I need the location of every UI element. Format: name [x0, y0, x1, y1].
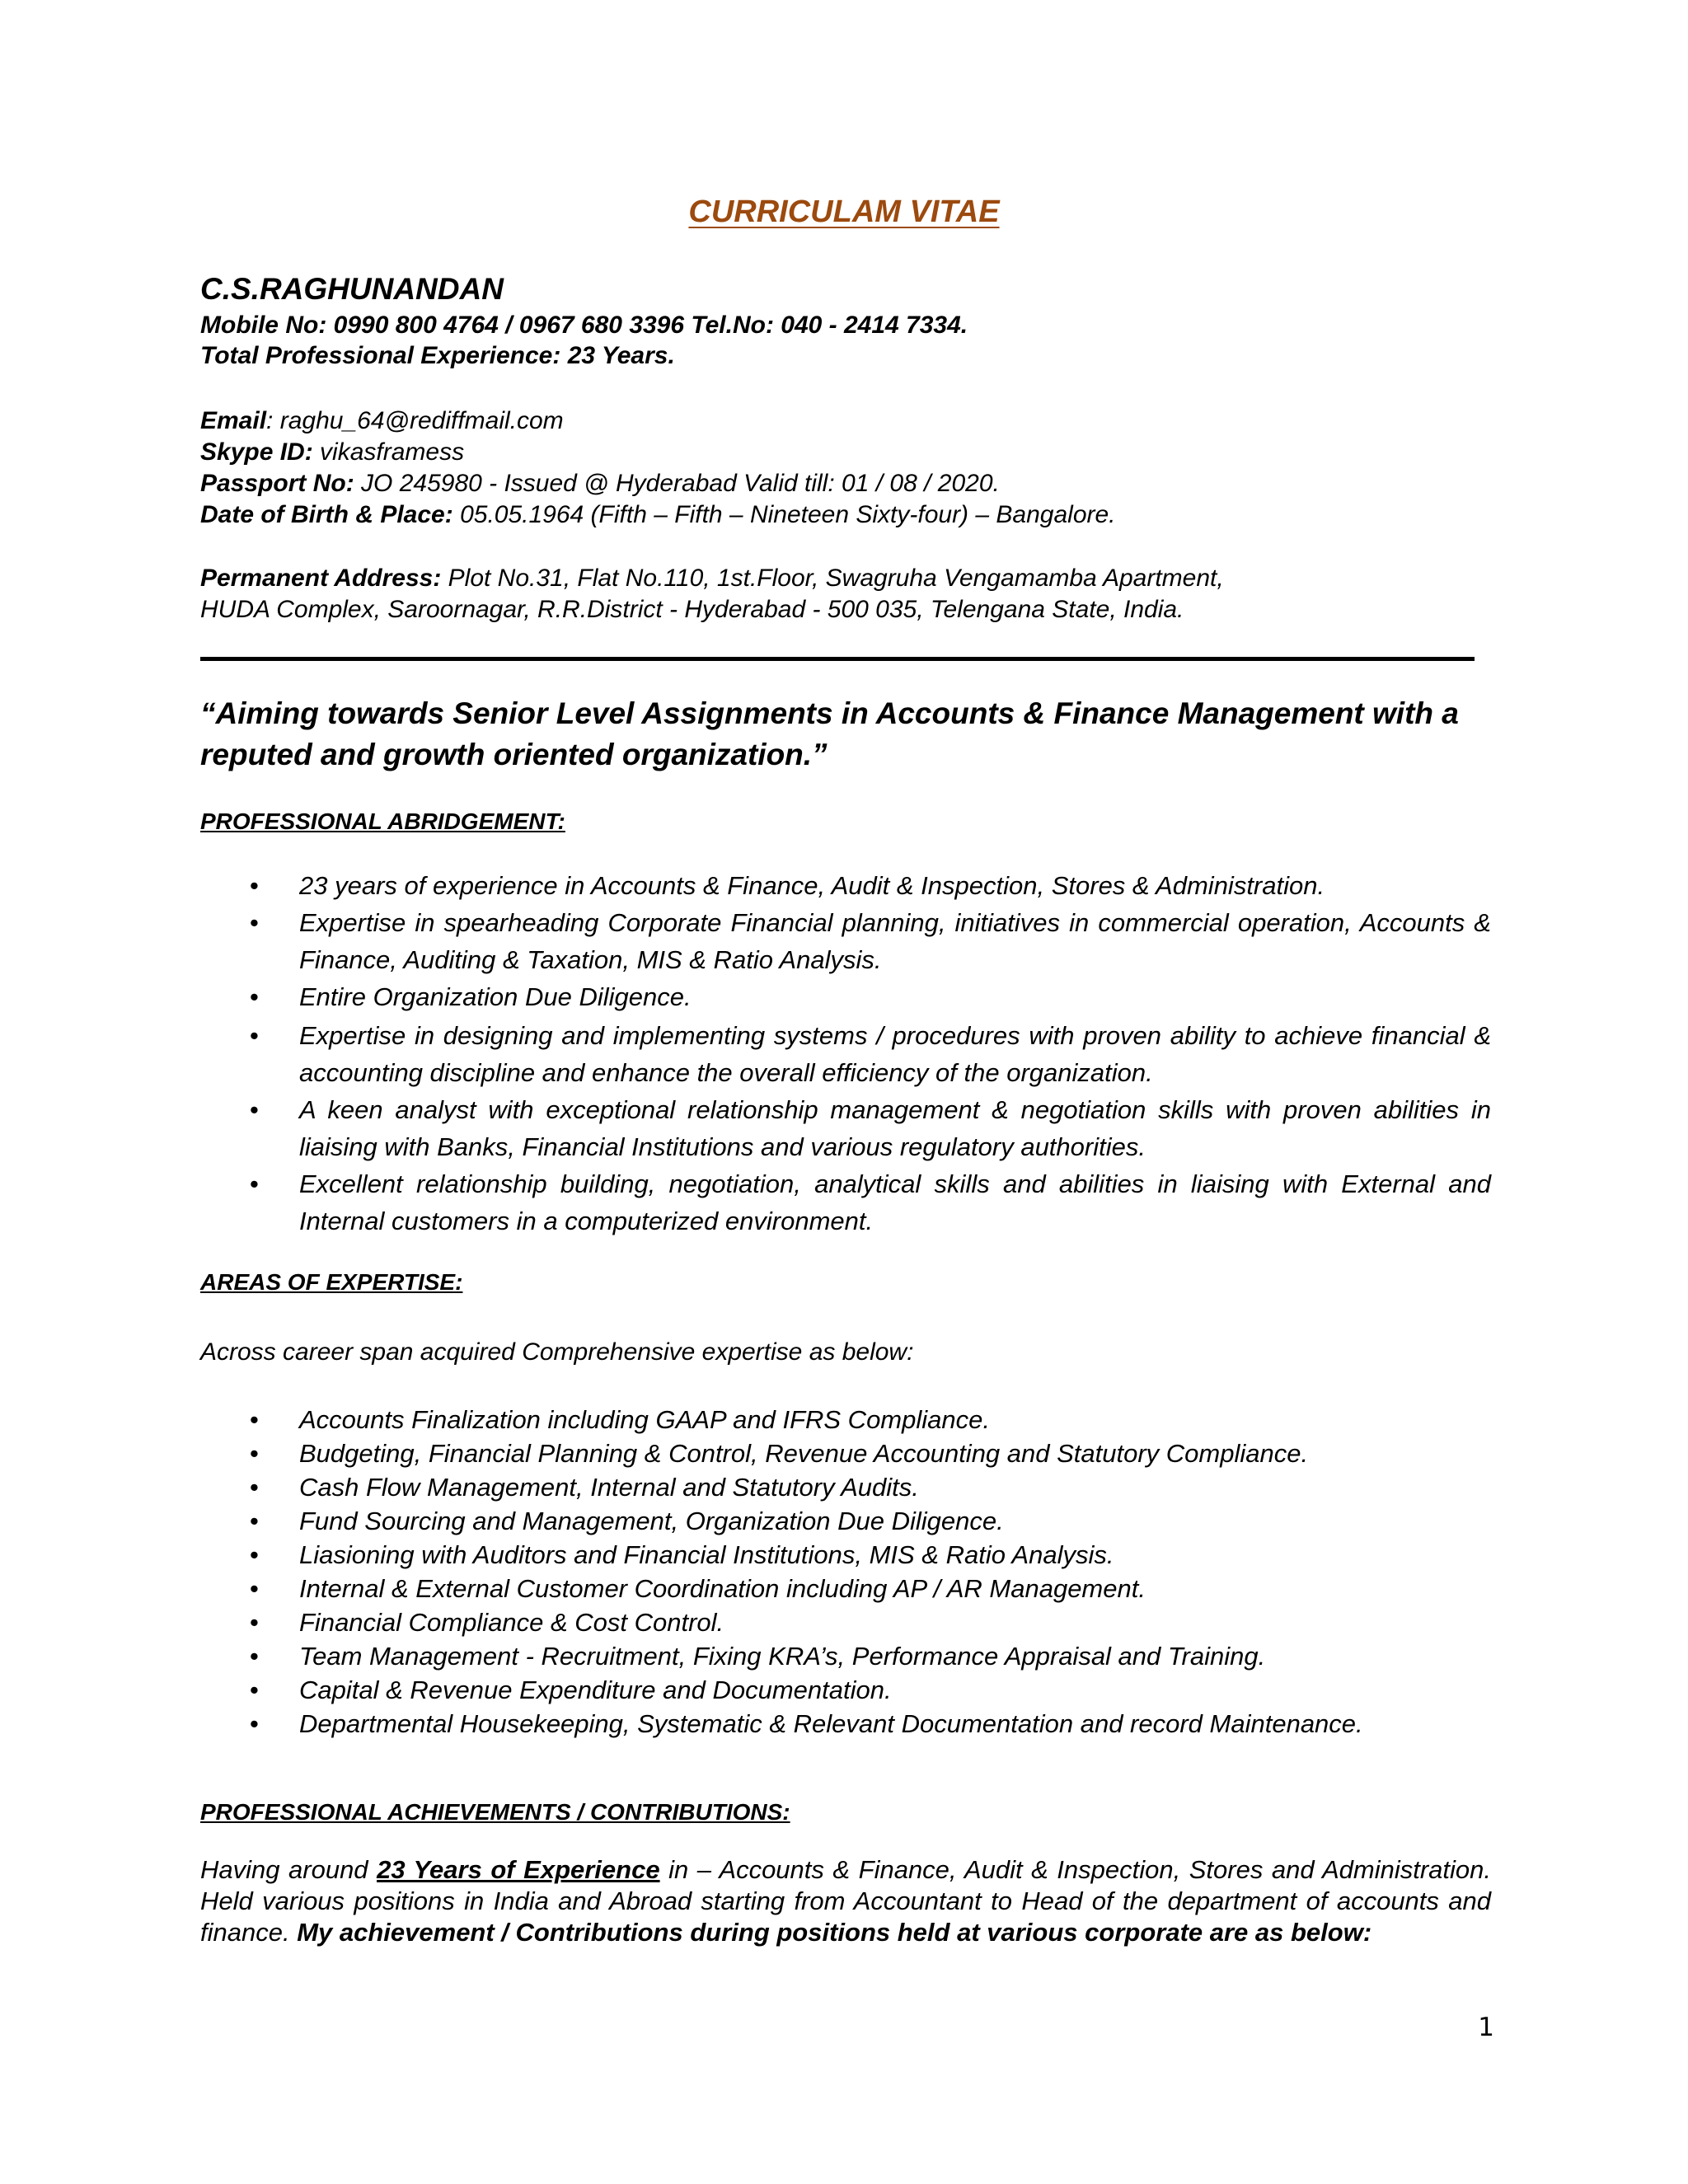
bullet-icon: • [250, 1439, 259, 1468]
list-item: • 23 years of experience in Accounts & Finance, Audit & Inspection, Stores & Administration. [200, 867, 1491, 904]
achievements-heading: PROFESSIONAL ACHIEVEMENTS / CONTRIBUTIONS: [200, 1799, 790, 1825]
mobile-value: 0990 800 4764 / 0967 680 3396 Tel.No: 040 - 2414 7334. [326, 312, 968, 339]
list-item: • Financial Compliance & Cost Control. [200, 1605, 1491, 1639]
email-line [200, 407, 564, 435]
bullet-icon: • [250, 1574, 259, 1603]
experience-line: Total Professional Experience: 23 Years. [200, 342, 675, 369]
achievements-paragraph: Having around 23 Years of Experience in – Accounts & Finance, Audit & Inspection, Stores and Administration. Held various positions in India and Abroad starting from Accountant to Head of the department of accounts and finance. My achievement / Contributions during positions held at various corporate are as below: [200, 1855, 1492, 1947]
list-item: • Capital & Revenue Expenditure and Documentation. [200, 1673, 1491, 1707]
address-line-1 [200, 565, 1224, 593]
list-item: • A keen analyst with exceptional relationship management & negotiation skills with proven abilities in liaising with Banks, Financial Institutions and various regulatory authorities. [200, 1091, 1491, 1165]
address-label: Permanent Address: [200, 565, 442, 592]
bullet-icon: • [250, 1473, 259, 1502]
skype-label: Skype ID: [200, 438, 313, 466]
skype-value: vikasframess [312, 438, 465, 466]
passport-line [200, 470, 1000, 498]
bullet-icon: • [250, 1095, 259, 1124]
dob-label: Date of Birth & Place: [200, 501, 453, 528]
bullet-icon: • [250, 871, 259, 900]
list-item: • Budgeting, Financial Planning & Control, Revenue Accounting and Statutory Compliance. [200, 1436, 1491, 1470]
bullet-icon: • [250, 908, 259, 937]
candidate-name: C.S.RAGHUNANDAN [200, 272, 504, 306]
bullet-icon: • [250, 1709, 259, 1738]
address-value-1: Plot No.31, Flat No.110, 1st.Floor, Swagruha Vengamamba Apartment, [441, 565, 1224, 592]
list-item: • Entire Organization Due Diligence. [200, 978, 1491, 1015]
list-item: • Excellent relationship building, negotiation, analytical skills and abilities in liaising with External and Internal customers in a computerized environment. [200, 1165, 1491, 1240]
experience-highlight: 23 Years of Experience [377, 1855, 660, 1884]
list-item: • Fund Sourcing and Management, Organization Due Diligence. [200, 1504, 1491, 1538]
address-line-2: HUDA Complex, Saroornagar, R.R.District - Hyderabad - 500 035, Telengana State, India. [200, 596, 1184, 623]
bullet-icon: • [250, 982, 259, 1011]
list-item: • Expertise in designing and implementing systems / procedures with proven ability to achieve financial & accounting discipline and enhance the overall efficiency of the organization. [200, 1017, 1491, 1091]
expertise-heading: AREAS OF EXPERTISE: [200, 1269, 463, 1295]
list-item: • Team Management - Recruitment, Fixing KRA’s, Performance Appraisal and Training. [200, 1639, 1491, 1673]
mobile-line [200, 312, 968, 340]
bullet-icon: • [250, 1675, 259, 1704]
dob-line [200, 501, 1116, 529]
objective-line-1: “Aiming towards Senior Level Assignments in Accounts & Finance Management with a [200, 696, 1459, 730]
abridgement-list [200, 867, 1491, 1240]
email-label: Email [200, 407, 267, 434]
bullet-icon: • [250, 1169, 259, 1198]
passport-label: Passport No: [200, 470, 354, 497]
skype-line [200, 438, 464, 466]
bullet-icon: • [250, 1608, 259, 1637]
document-title: CURRICULAM VITAE [688, 194, 1000, 229]
expertise-intro: Across career span acquired Comprehensive expertise as below: [200, 1338, 914, 1366]
bullet-icon: • [250, 1405, 259, 1434]
abridgement-heading: PROFESSIONAL ABRIDGEMENT: [200, 808, 565, 834]
objective-line-2: reputed and growth oriented organization.” [200, 738, 828, 771]
bullet-icon: • [250, 1507, 259, 1535]
list-item: • Departmental Housekeeping, Systematic & Relevant Documentation and record Maintenance. [200, 1707, 1491, 1741]
mobile-label: Mobile No: [200, 312, 327, 339]
bullet-icon: • [250, 1642, 259, 1671]
bullet-icon: • [250, 1021, 259, 1050]
expertise-list [200, 1403, 1491, 1741]
list-item: • Expertise in spearheading Corporate Financial planning, initiatives in commercial operation, Accounts & Finance, Auditing & Taxation, MIS & Ratio Analysis. [200, 904, 1491, 978]
list-item: • Cash Flow Management, Internal and Statutory Audits. [200, 1470, 1491, 1504]
email-value: : raghu_64@rediffmail.com [266, 407, 564, 434]
bullet-icon: • [250, 1540, 259, 1569]
header-divider [200, 657, 1475, 661]
page-number: 1 [1478, 2013, 1494, 2042]
list-item: • Liasioning with Auditors and Financial Institutions, MIS & Ratio Analysis. [200, 1538, 1491, 1572]
passport-value: JO 245980 - Issued @ Hyderabad Valid till: 01 / 08 / 2020. [354, 470, 1000, 497]
list-item: • Accounts Finalization including GAAP and IFRS Compliance. [200, 1403, 1491, 1436]
dob-value: 05.05.1964 (Fifth – Fifth – Nineteen Sixty-four) – Bangalore. [452, 501, 1116, 528]
list-item: • Internal & External Customer Coordination including AP / AR Management. [200, 1572, 1491, 1605]
